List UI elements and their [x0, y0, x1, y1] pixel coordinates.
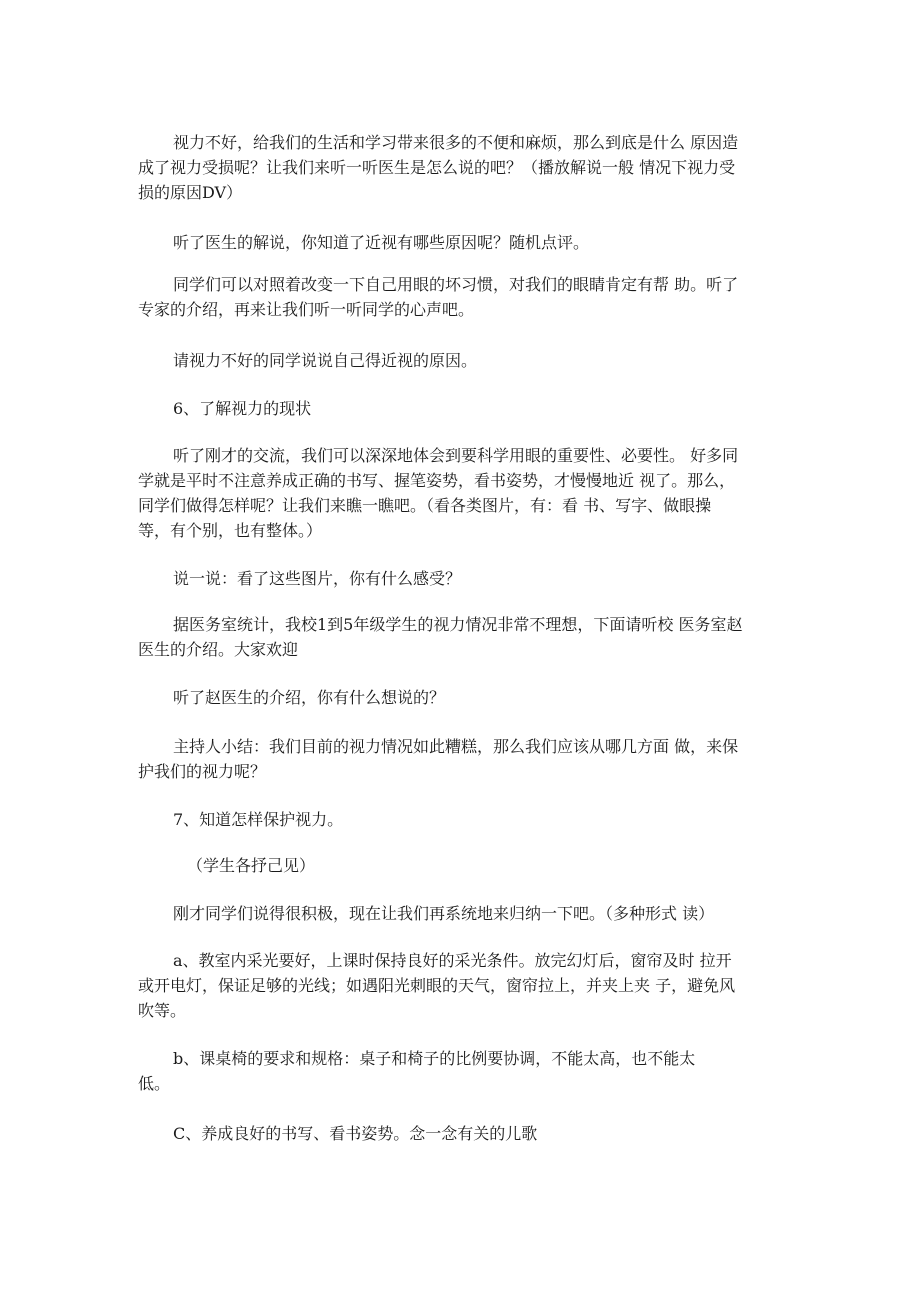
text-line: 护我们的视力呢？	[138, 762, 267, 781]
text-line: 听了医生的解说，你知道了近视有哪些原因呢？随机点评。	[173, 233, 590, 252]
text-line: 主持人小结：我们目前的视力情况如此糟糕，那么我们应该从哪几方面 做，来保	[173, 737, 739, 756]
section-heading-7	[138, 807, 788, 832]
text-line: 6、了解视力的现状	[173, 399, 312, 418]
list-item-b-desks	[138, 1046, 788, 1096]
text-line: 或开电灯，保证足够的光线；如遇阳光刺眼的天气，窗帘拉上，并夹上夹 子，避免风	[138, 976, 736, 995]
section-heading-6	[138, 396, 788, 421]
paragraph-doctor-explanation	[138, 230, 788, 255]
paragraph-student-reasons	[138, 348, 788, 373]
paragraph-vision-harm	[138, 130, 788, 205]
paragraph-doctor-zhao	[138, 685, 788, 710]
text-line: 低。	[138, 1074, 171, 1093]
text-line: a、教室内采光要好，上课时保持良好的采光条件。放完幻灯后，窗帘及时 拉开	[173, 951, 732, 970]
list-item-c-posture	[138, 1121, 788, 1146]
paragraph-clinic-statistics	[138, 612, 788, 662]
text-line: 说一说：看了这些图片，你有什么感受？	[173, 569, 462, 588]
paragraph-say-feelings	[138, 566, 788, 591]
text-line: 视力不好，给我们的生活和学习带来很多的不便和麻烦，那么到底是什么 原因造	[173, 133, 739, 152]
text-line: 吹等。	[138, 1001, 187, 1020]
paragraph-summarize	[138, 901, 788, 926]
text-line: 同学们做得怎样呢？让我们来瞧一瞧吧。（看各类图片，有：看 书、写字、做眼操	[138, 496, 712, 515]
text-line: （学生各抒己见）	[187, 856, 316, 875]
text-line: 听了赵医生的介绍，你有什么想说的？	[173, 688, 446, 707]
text-line: b、课桌椅的要求和规格：桌子和椅子的比例要协调，不能太高，也不能太	[173, 1049, 696, 1068]
text-line: 成了视力受损呢？让我们来听一听医生是怎么说的吧？（播放解说一般 情况下视力受	[138, 158, 736, 177]
paragraph-exchange	[138, 443, 788, 543]
text-line: C、养成良好的书写、看书姿势。念一念有关的儿歌	[173, 1124, 538, 1143]
text-line: 专家的介绍，再来让我们听一听同学的心声吧。	[138, 300, 475, 319]
list-item-a-lighting	[138, 948, 788, 1023]
text-line: 学就是平时不注意养成正确的书写、握笔姿势，看书姿势，才慢慢地近 视了。那么，	[138, 471, 736, 490]
text-line: 据医务室统计，我校1到5年级学生的视力情况非常不理想，下面请听校 医务室赵	[173, 615, 743, 634]
text-line: 同学们可以对照着改变一下自己用眼的坏习惯，对我们的眼睛肯定有帮 助。听了	[173, 275, 739, 294]
text-line: 7、知道怎样保护视力。	[173, 810, 344, 829]
text-line: 损的原因DV）	[138, 183, 243, 202]
text-line: 刚才同学们说得很积极，现在让我们再系统地来归纳一下吧。（多种形式 读）	[173, 904, 715, 923]
text-line: 请视力不好的同学说说自己得近视的原因。	[173, 351, 478, 370]
text-line: 等，有个别，也有整体。）	[138, 521, 323, 540]
text-line: 医生的介绍。大家欢迎	[138, 640, 299, 659]
paragraph-students-opinions	[138, 853, 788, 878]
paragraph-host-summary	[138, 734, 788, 784]
text-line: 听了刚才的交流，我们可以深深地体会到要科学用眼的重要性、必要性。 好多同	[173, 446, 739, 465]
paragraph-change-habits	[138, 272, 788, 322]
